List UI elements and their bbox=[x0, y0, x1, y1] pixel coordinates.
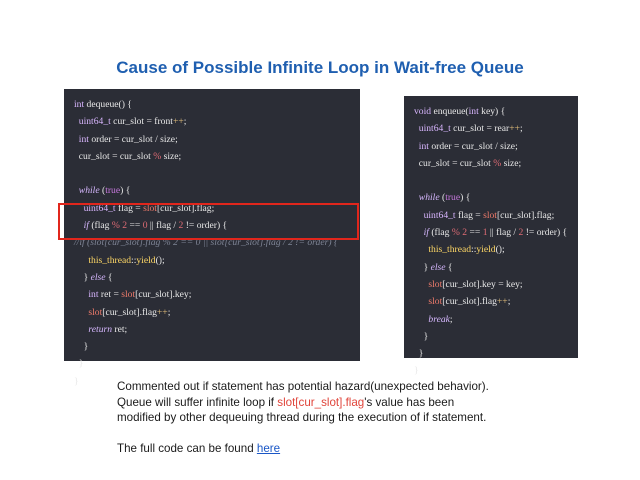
left-code-line: int order = cur_slot / size; bbox=[78, 133, 178, 145]
left-code-line: uint64_t cur_slot = front++; bbox=[78, 116, 187, 128]
left-code-line: int ret = slot[cur_slot].key; bbox=[88, 289, 192, 301]
right-code-line: break; bbox=[428, 313, 453, 325]
right-code-line: uint64_t cur_slot = rear++; bbox=[418, 123, 523, 135]
right-code-line: } else { bbox=[414, 261, 453, 273]
caption-line-2-prefix: Queue will suffer infinite loop if bbox=[117, 395, 278, 409]
right-code-line: if (flag % 2 == 1 || flag / 2 != order) { bbox=[423, 227, 568, 239]
caption-line-2 bbox=[117, 395, 577, 411]
right-code-line: } bbox=[414, 348, 424, 360]
right-code-line: } bbox=[414, 330, 429, 342]
caption-line-1: Commented out if statement has potential hazard(unexpected behavior). bbox=[117, 380, 489, 393]
right-code-line: cur_slot = cur_slot % size; bbox=[414, 157, 522, 169]
left-code-line: cur_slot = cur_slot % size; bbox=[74, 150, 182, 162]
left-code-line: } bbox=[74, 375, 79, 387]
left-code-line: } else { bbox=[74, 271, 113, 283]
left-code-line: this_thread::yield(); bbox=[88, 254, 165, 266]
left-code-line: while (true) { bbox=[78, 185, 131, 197]
inline-code-slot-flag: slot[cur_slot].flag bbox=[277, 395, 365, 409]
right-code-line: while (true) { bbox=[418, 192, 471, 204]
caption bbox=[117, 379, 577, 457]
left-code-line: } bbox=[74, 341, 89, 353]
right-code-line: uint64_t flag = slot[cur_slot].flag; bbox=[423, 209, 555, 221]
right-code-line: void enqueue(int key) { bbox=[414, 106, 506, 117]
slide-title: Cause of Possible Infinite Loop in Wait-free Queue bbox=[116, 58, 524, 77]
right-code-line: } bbox=[414, 365, 419, 377]
right-code-line: int order = cur_slot / size; bbox=[418, 140, 518, 152]
right-code-line: slot[cur_slot].key = key; bbox=[428, 278, 523, 290]
right-code-line bbox=[414, 172, 578, 189]
caption-line-4-prefix: The full code can be found bbox=[117, 442, 257, 455]
dequeue-code-panel bbox=[64, 89, 360, 387]
right-code-line: slot[cur_slot].flag++; bbox=[428, 296, 511, 308]
left-code-line: if (flag % 2 == 0 || flag / 2 != order) { bbox=[83, 220, 228, 232]
left-code-line: return ret; bbox=[88, 323, 128, 335]
right-code-line: this_thread::yield(); bbox=[428, 244, 505, 256]
full-code-link[interactable]: here bbox=[256, 442, 281, 455]
caption-line-4 bbox=[117, 441, 577, 457]
left-code-line: uint64_t flag = slot[cur_slot].flag; bbox=[83, 202, 215, 214]
caption-line-3: modified by other dequeuing thread during the execution of if statement. bbox=[117, 411, 487, 424]
left-code-line: } bbox=[74, 358, 84, 370]
enqueue-code-panel bbox=[404, 96, 578, 377]
caption-line-2-suffix: 's value has been bbox=[364, 395, 455, 409]
left-code-line: slot[cur_slot].flag++; bbox=[88, 306, 171, 318]
left-code-line bbox=[74, 165, 360, 182]
left-code-line: int dequeue() { bbox=[74, 99, 132, 110]
left-code-line: //if (slot[cur_slot].flag % 2 == 0 || slot[cur_slot].flag / 2 != order) { bbox=[74, 237, 338, 249]
